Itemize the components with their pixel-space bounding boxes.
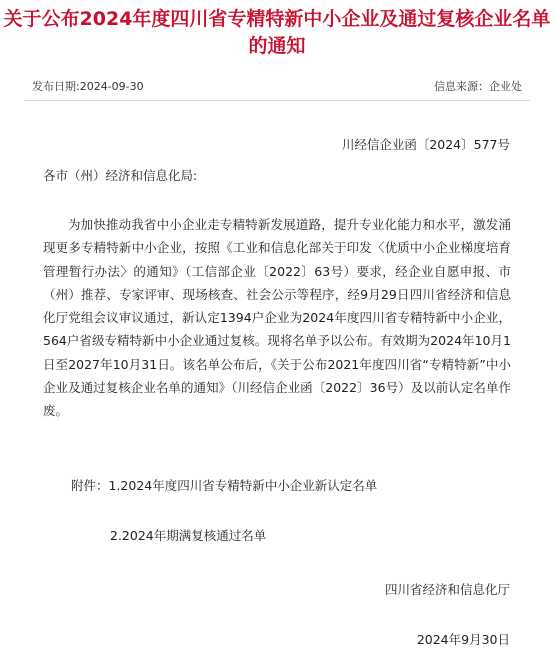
signature-date: 2024年9月30日 [416, 632, 510, 647]
page-title: 关于公布2024年度四川省专精特新中小企业及通过复核企业名单的通知 [3, 8, 551, 57]
publish-date: 发布日期:2024-09-30 [32, 80, 144, 93]
attachment-1: 附件：1.2024年度四川省专精特新中小企业新认定名单 [71, 478, 378, 493]
info-source: 信息来源：企业处 [434, 80, 522, 93]
body-paragraph: 为加快推动我省中小企业走专精特新发展道路，提升专业化能力和水平，激发涌现更多专精特新中小企业，按照《工业和信息化部关于印发〈优质中小企业梯度培育管理暂行办法〉的通知》（工信部企业〔2022〕63号）要求，经企业自愿申报、市（州）推荐、专家评审、现场核查、社会公示等程序，经9月29日四川省经济和信息化厅党组会议审议通过，新认定1394户企业为2024年度四川省专精特新中小企业，564户省级专精特新中小企业通过复核。现将名单予以公布。有效期为2024年10月1日至2027年10月31日。该名单公布后，《关于公布2021年度四川省“专精特新”中小企业及通过复核企业名单的通知》（川经信企业函〔2022〕36号）及以前认定名单作废。 [43, 217, 511, 419]
document-number: 川经信企业函〔2024〕577号 [341, 137, 510, 152]
attachment-2: 2.2024年期满复核通过名单 [110, 528, 267, 543]
title-divider [24, 100, 530, 101]
salutation: 各市（州）经济和信息化局: [43, 168, 198, 183]
issuing-authority: 四川省经济和信息化厅 [384, 582, 510, 597]
article-meta [32, 78, 522, 94]
